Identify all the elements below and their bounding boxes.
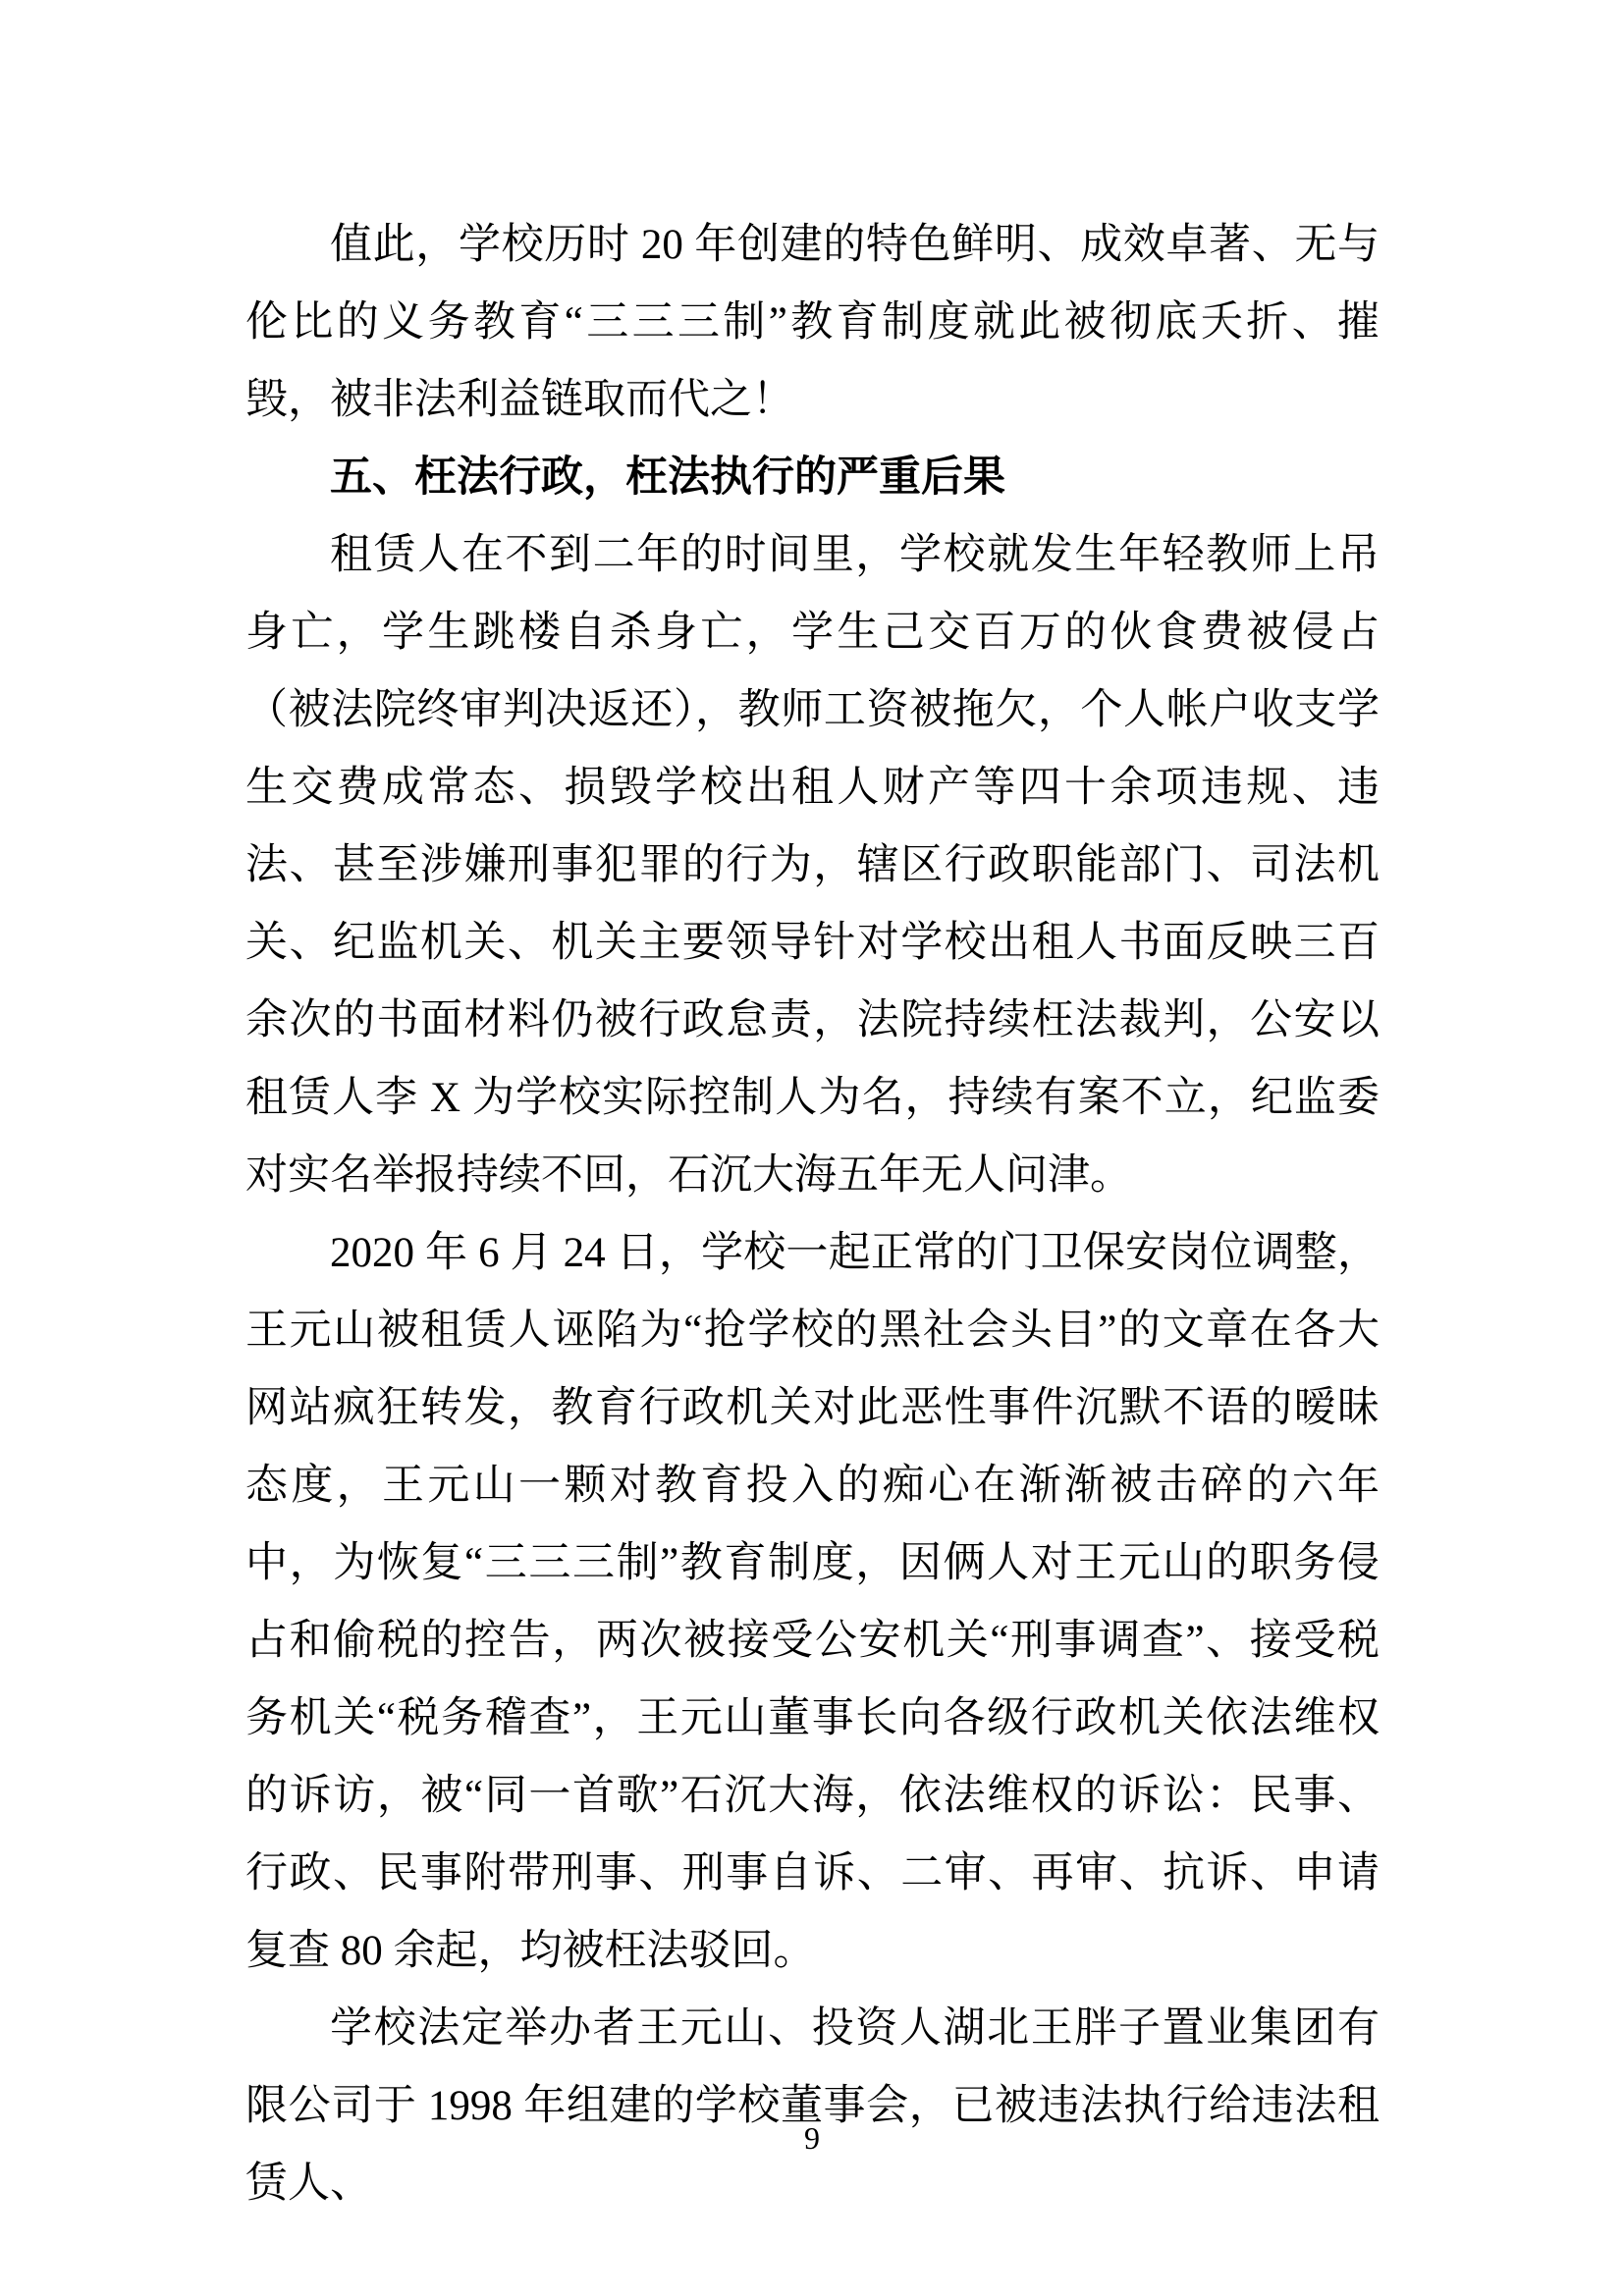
paragraph-board: 学校法定举办者王元山、投资人湖北王胖子置业集团有限公司于 1998 年组建的学校董事会，已被违法执行给违法租赁人、: [245, 2005, 1380, 2207]
paragraph-conclusion: 值此，学校历时 20 年创建的特色鲜明、成效卓著、无与伦比的义务教育“三三三制”教育制度就此被彻底夭折、摧毁，被非法利益链取而代之！: [245, 222, 1380, 423]
paragraph-incident-2020: 2020 年 6 月 24 日，学校一起正常的门卫保安岗位调整，王元山被租赁人诬陷为“抢学校的黑社会头目”的文章在各大网站疯狂转发，教育行政机关对此恶性事件沉默不语的暧昧态度，王元山一颗对教育投入的痴心在渐渐被击碎的六年中，为恢复“三三三制”教育制度，因俩人对王元山的职务侵占和偷税的控告，两次被接受公安机关“刑事调查”、接受税务机关“税务稽查”，王元山董事长向各级行政机关依法维权的诉访，被“同一首歌”石沉大海，依法维权的诉讼：民事、行政、民事附带刑事、刑事自诉、二审、再审、抗诉、申请复查 80 余起，均被枉法驳回。: [245, 1230, 1380, 1974]
paragraph-consequences: 租赁人在不到二年的时间里，学校就发生年轻教师上吊身亡，学生跳楼自杀身亡，学生己交百万的伙食费被侵占（被法院终审判决返还），教师工资被拖欠，个人帐户收支学生交费成常态、损毁学校出租人财产等四十余项违规、违法、甚至涉嫌刑事犯罪的行为，辖区行政职能部门、司法机关、纪监机关、机关主要领导针对学校出租人书面反映三百余次的书面材料仍被行政怠责，法院持续枉法裁判，公安以租赁人李 X 为学校实际控制人为名，持续有案不立，纪监委对实名举报持续不回，石沉大海五年无人问津。: [245, 532, 1380, 1199]
page-number: 9: [804, 2120, 820, 2156]
section-heading: 五、枉法行政，枉法执行的严重后果: [330, 454, 1005, 501]
text-block: [245, 206, 1380, 2222]
